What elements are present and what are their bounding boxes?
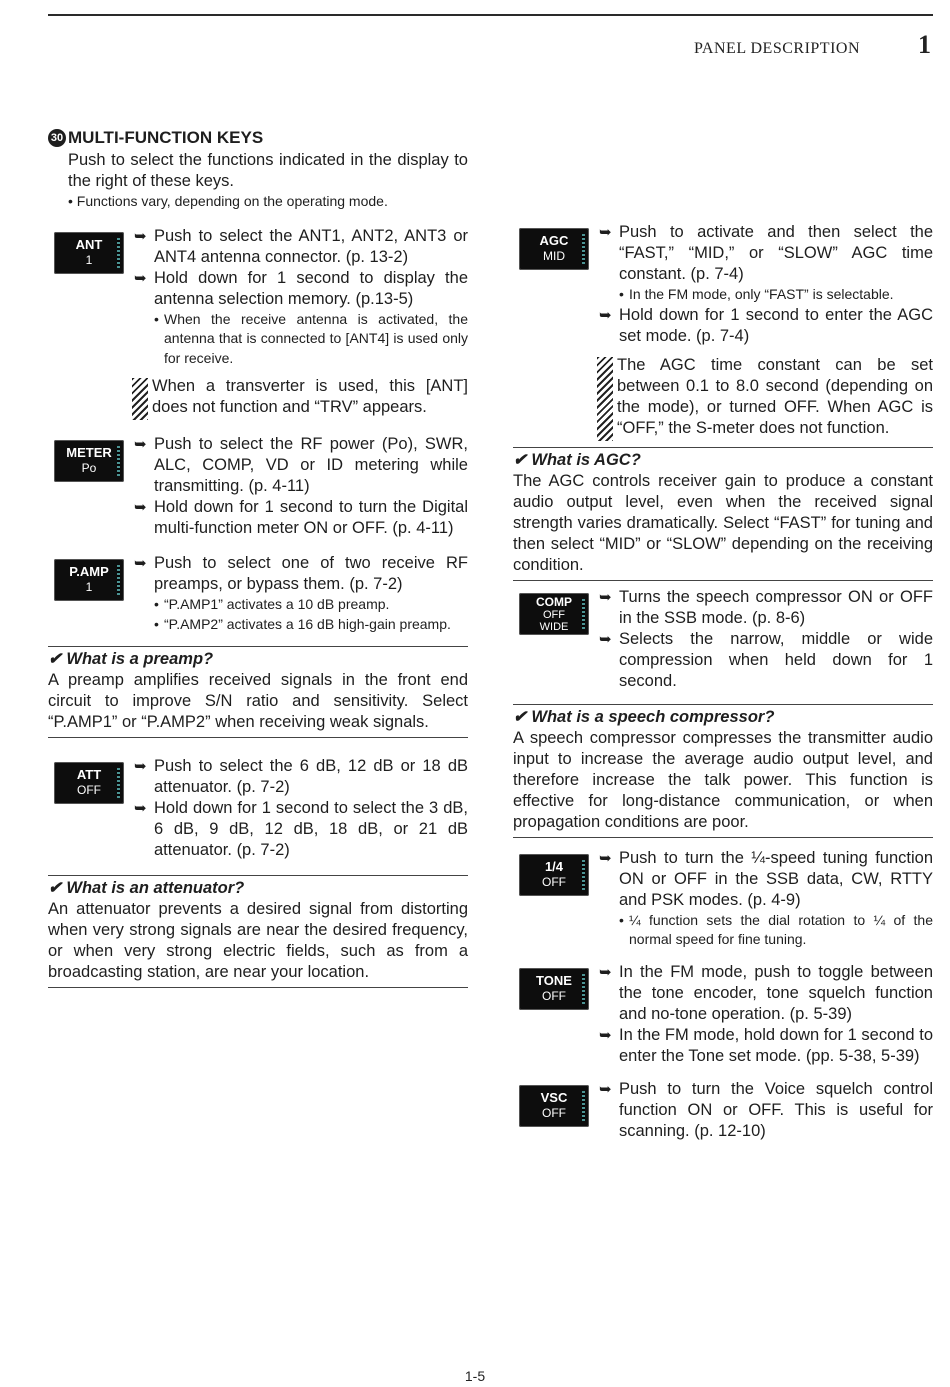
section-heading [48,128,468,148]
agc-key-value: MID [543,249,565,263]
comp-key-value-2: WIDE [539,620,569,633]
attenuator-answer: An attenuator prevents a desired signal from distorting when very strong signals are near the desired frequency, or when very strong electric fields, such as from a broadcasting station, are near your location. [48,900,468,981]
bullet-icon: • [154,615,159,632]
vsc-key-label: VSC [540,1089,568,1105]
bullet-icon: • [154,310,159,327]
vsc-descriptions [599,1079,933,1142]
meter-item-1-text: Push to select the RF power (Po), SWR, ALC, COMP, VD or ID metering while transmitting. (p. 4-11) [154,435,468,495]
agc-info-box [513,447,933,581]
item-number-badge: 30 [48,129,66,147]
tone-key-value: OFF [542,988,566,1003]
arrow-bullet-icon: ➥ [134,555,147,572]
agc-sub-1 [599,285,933,305]
vsc-key-value: OFF [542,1105,566,1120]
ant-sub-1-text: When the receive antenna is activated, the antenna that is connected to [ANT4] is used only for receive. [164,310,468,366]
vsc-key-icon [519,1085,589,1127]
meter-descriptions [134,434,468,539]
pamp-descriptions [134,553,468,634]
comp-descriptions [599,587,933,692]
tone-item-2 [599,1025,933,1067]
preamp-info-box [48,646,468,738]
key-indicator-icon [117,768,120,798]
att-key-label: ATT [76,767,102,782]
pamp-key-row [48,553,468,634]
ant-key-icon [54,232,124,274]
quarter-item-1 [599,848,933,911]
quarter-key-label: 1/4 [544,858,564,874]
tone-key-icon [519,968,589,1010]
ant-item-1-text: Push to select the ANT1, ANT2, ANT3 or ANT4 antenna connector. (p. 13-2) [154,226,468,266]
tone-item-1 [599,962,933,1025]
agc-item-2 [599,305,933,347]
chapter-number: 1 [918,30,931,59]
agc-descriptions [599,222,933,347]
comp-item-1-text: Turns the speech compressor ON or OFF in the SSB mode. (p. 8-6) [619,587,933,627]
quarter-sub-1-text: ¼ function sets the dial rotation to ¼ of the normal speed for fine tuning. [629,911,933,947]
pamp-item-1 [134,553,468,595]
agc-item-1 [599,222,933,285]
pamp-item-1-text: Push to select one of two receive RF preamps, or bypass them. (p. 7-2) [154,554,468,593]
ant-item-2 [134,268,468,310]
key-indicator-icon [117,446,120,476]
arrow-bullet-icon: ➥ [134,227,147,245]
key-indicator-icon [117,238,120,268]
comp-key-value: OFF [543,608,565,621]
quarter-descriptions [599,848,933,950]
comp-item-2 [599,629,933,692]
pamp-key-label: P.AMP [69,564,109,579]
tone-key-row [513,962,933,1067]
key-indicator-icon [582,234,585,264]
key-indicator-icon [117,565,120,595]
left-column [48,128,468,988]
key-indicator-icon [582,860,585,890]
pamp-sub-1-text: “P.AMP1” activates a 10 dB preamp. [164,596,390,612]
attenuator-info-box [48,875,468,988]
preamp-question: ✔ What is a preamp? [48,650,214,668]
arrow-bullet-icon: ➥ [599,1026,612,1044]
arrow-bullet-icon: ➥ [134,436,147,453]
ant-sub-1 [134,310,468,369]
section-header: PANEL DESCRIPTION [694,40,860,57]
meter-item-2 [134,497,468,539]
top-rule [48,14,933,16]
arrow-bullet-icon: ➥ [134,269,147,287]
agc-key-icon [519,228,589,270]
ant-item-2-text: Hold down for 1 second to display the antenna selection memory. (p.13-5) [154,268,468,308]
att-descriptions [134,756,468,861]
key-indicator-icon [582,599,585,629]
quarter-key-value: OFF [542,874,566,889]
meter-item-1 [134,434,468,497]
pamp-sub-1 [134,595,468,615]
quarter-key-icon [519,854,589,896]
meter-item-2-text: Hold down for 1 second to turn the Digital multi-function meter ON or OFF. (p. 4-11) [154,498,468,537]
comp-key-row [513,587,933,692]
tone-item-1-text: In the FM mode, push to toggle between the tone encoder, tone squelch function and no-tone operation. (p. 5-39) [619,962,933,1023]
tone-item-2-text: In the FM mode, hold down for 1 second to enter the Tone set mode. (pp. 5-38, 5-39) [619,1025,933,1065]
agc-key-label: AGC [539,233,569,248]
vsc-item-1-text: Push to turn the Voice squelch control function ON or OFF. This is useful for scanning. (p. 12-10) [619,1079,933,1140]
comp-key-label: COMP [536,594,572,609]
ant-key-label: ANT [75,236,103,252]
preamp-answer: A preamp amplifies received signals in the front end circuit to improve S/N ratio and sensitivity. Select “P.AMP1” or “P.AMP2” when receiving weak signals. [48,671,468,731]
intro-text: Push to select the functions indicated in the display to the right of these keys. [68,151,468,190]
bullet-icon: • [619,286,624,302]
pamp-key-value: 1 [85,580,93,594]
att-item-2 [134,798,468,861]
tone-key-label: TONE [536,972,572,988]
att-item-1 [134,756,468,798]
attenuator-question: ✔ What is an attenuator? [48,879,245,897]
compressor-answer: A speech compressor compresses the transmitter audio input to increase the average audio output level, and therefore increase the talk power. This function is effective for long-distance communication, or when propagation conditions are poor. [513,728,933,831]
key-indicator-icon [582,1091,585,1121]
att-key-row [48,756,468,861]
ant-key-row [48,226,468,369]
tone-descriptions [599,962,933,1067]
compressor-question: ✔ What is a speech compressor? [513,707,775,726]
quarter-item-1-text: Push to turn the ¼-speed tuning function ON or OFF in the SSB data, CW, RTTY and PSK modes. (p. 4-9) [619,848,933,909]
vsc-item-1 [599,1079,933,1142]
arrow-bullet-icon: ➥ [599,588,612,606]
ant-note-text: When a transverter is used, this [ANT] does not function and “TRV” appears. [152,377,468,416]
quarter-key-row [513,848,933,950]
note-hatch-icon [132,378,148,420]
bullet-icon: • [154,596,159,612]
agc-answer: The AGC controls receiver gain to produce a constant audio output level, even when the received signal strength varies dramatically. Select “FAST” for tuning and then select “MID” or “SLOW” depending on the receiving condition. [513,471,933,574]
agc-sub-1-text: In the FM mode, only “FAST” is selectable. [629,286,894,302]
arrow-bullet-icon: ➥ [599,306,612,324]
comp-key-icon [519,593,589,635]
meter-key-row [48,434,468,539]
comp-item-2-text: Selects the narrow, middle or wide compression when held down for 1 second. [619,629,933,690]
att-key-icon [54,762,124,804]
ant-note [132,376,468,420]
att-item-2-text: Hold down for 1 second to select the 3 dB, 6 dB, 9 dB, 12 dB, 18 dB, or 21 dB attenuator. (p. 7-2) [154,799,468,859]
bullet-icon: • [619,911,624,928]
meter-key-value: Po [81,461,97,475]
page-number: 1-5 [464,1368,486,1384]
agc-note [597,355,933,441]
section-heading-text: MULTI-FUNCTION KEYS [68,128,264,147]
compressor-info-box [513,704,933,838]
agc-key-row [513,222,933,347]
arrow-bullet-icon: ➥ [134,800,147,817]
arrow-bullet-icon: ➥ [599,1080,612,1098]
right-column [513,222,933,1142]
arrow-bullet-icon: ➥ [599,630,612,648]
arrow-bullet-icon: ➥ [134,758,147,775]
arrow-bullet-icon: ➥ [599,849,612,867]
att-key-value: OFF [77,783,101,797]
note-hatch-icon [597,357,613,441]
arrow-bullet-icon: ➥ [599,963,612,981]
quarter-sub-1 [599,911,933,950]
pamp-key-icon [54,559,124,601]
intro-note: • Functions vary, depending on the operating mode. [68,193,388,209]
pamp-sub-2-text: “P.AMP2” activates a 16 dB high-gain preamp. [164,615,451,632]
ant-descriptions [134,226,468,369]
ant-key-value: 1 [85,252,93,267]
meter-key-icon [54,440,124,482]
arrow-bullet-icon: ➥ [134,499,147,516]
att-item-1-text: Push to select the 6 dB, 12 dB or 18 dB attenuator. (p. 7-2) [154,757,468,796]
pamp-sub-2 [134,615,468,635]
key-indicator-icon [582,974,585,1004]
comp-item-1 [599,587,933,629]
ant-item-1 [134,226,468,268]
meter-key-label: METER [66,445,112,460]
agc-question: ✔ What is AGC? [513,450,641,469]
agc-item-1-text: Push to activate and then select the “FAST,” “MID,” or “SLOW” AGC time constant. (p. 7-4) [619,223,933,283]
agc-note-text: The AGC time constant can be set between 0.1 to 8.0 second (depending on the mode), or turned OFF. When AGC is “OFF,” the S-meter does not function. [617,355,933,437]
vsc-key-row [513,1079,933,1142]
agc-item-2-text: Hold down for 1 second to enter the AGC set mode. (p. 7-4) [619,305,933,345]
arrow-bullet-icon: ➥ [599,224,612,241]
